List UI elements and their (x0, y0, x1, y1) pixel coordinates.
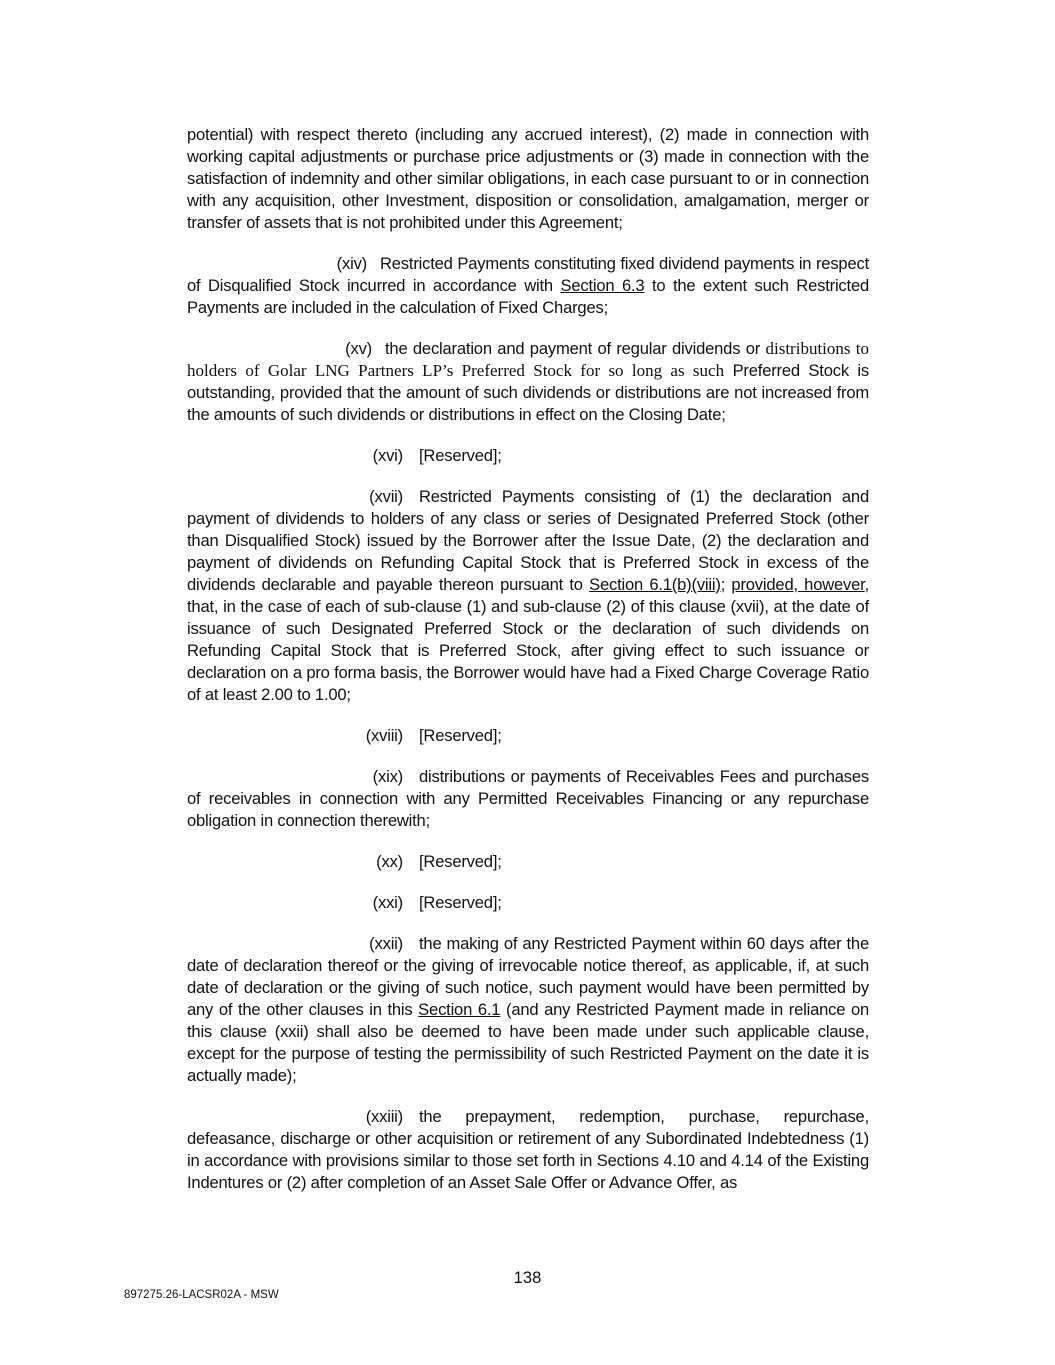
paragraph-text: potential) with respect thereto (including any accrued interest), (2) made in connection with working capital adjustments or purchase price adjustments or (3) made in connection with the satisfaction of indemnity and other similar obligations, in each case pursuant to or in connection with any acquisition, other Investment, disposition or consolidation, amalgamation, merger or transfer of assets that is not prohibited under this Agreement; (187, 125, 869, 232)
clause-number: (xxiii) (365, 1107, 403, 1126)
clause-xx (187, 851, 869, 873)
section-reference-link[interactable]: Section 6.3 (560, 276, 645, 295)
clause-xviii (187, 725, 869, 747)
clause-number: (xxii) (369, 934, 403, 953)
provided-however: provided, however (731, 575, 865, 594)
page-number: 138 (513, 1268, 542, 1287)
clause-text: Preferred Stock is outstanding, provided that the amount of such dividends or distributions are not increased from the amounts of such dividends or distributions in effect on the Closing Date; (187, 361, 869, 424)
clause-text: the prepayment, redemption, purchase, repurchase, defeasance, discharge or other acquisition or retirement of any Subordinated Indebtedness (1) in accordance with provisions similar to those set forth in Sections 4.10 and 4.14 of the Existing Indentures or (2) after completion of an Asset Sale Offer or Advance Offer, as (187, 1107, 869, 1192)
clause-number: (xx) (376, 852, 403, 871)
clause-text: the declaration and payment of regular dividends or (385, 339, 766, 358)
clause-number: (xviii) (365, 726, 403, 745)
document-body (187, 124, 869, 1213)
clause-text: the making of any Restricted Payment within 60 days after the date of declaration thereof or the giving of irrevocable notice thereof, as applicable, if, at such date of declaration or the giving of such notice, such payment would have been permitted by any of the other clauses in this (187, 934, 869, 1019)
clause-text: [Reserved]; (419, 893, 502, 912)
clause-xix (187, 766, 869, 832)
clause-xxi (187, 892, 869, 914)
clause-text: to the extent such Restricted Payments are included in the calculation of Fixed Charges; (187, 276, 869, 317)
clause-number: (xiv) (336, 254, 367, 273)
clause-xxiii (187, 1106, 869, 1194)
document-id-footer: 897275.26-LACSR02A - MSW (124, 1289, 279, 1301)
clause-text: [Reserved]; (419, 852, 502, 871)
clause-text: [Reserved]; (419, 726, 502, 745)
clause-text: , that, in the case of each of sub-clause (1) and sub-clause (2) of this clause (xvii), at the date of issuance of such Designated Preferred Stock or the declaration of such dividends on Refunding Capital Stock that is Preferred Stock, after giving effect to such issuance or declaration on a pro forma basis, the Borrower would have had a Fixed Charge Coverage Ratio of at least 2.00 to 1.00; (187, 575, 870, 704)
separator: ; (720, 575, 732, 594)
clause-number: (xvi) (372, 446, 403, 465)
clause-text: Restricted Payments constituting fixed dividend payments in respect of Disqualified Stock incurred in accordance with (187, 254, 869, 295)
clause-text-serif: distributions to holders of Golar LNG Partners LP’s Preferred Stock for so long as such (187, 339, 869, 380)
clause-number: (xxi) (372, 893, 403, 912)
section-reference-link[interactable]: Section 6.1(b)(viii) (589, 575, 721, 594)
clause-number: (xix) (372, 767, 403, 786)
section-reference-link[interactable]: Section 6.1 (418, 1000, 501, 1019)
clause-text: (and any Restricted Payment made in reliance on this clause (xxii) shall also be deemed to have been made under such applicable clause, except for the purpose of testing the permissibility of such Restricted Payment on the date it is actually made); (187, 1000, 870, 1085)
clause-xiv (187, 253, 869, 319)
clause-number: (xvii) (369, 487, 403, 506)
clause-text: Restricted Payments consisting of (1) the declaration and payment of dividends to holders of any class or series of Designated Preferred Stock (other than Disqualified Stock) issued by the Borrower after the Issue Date, (2) the declaration and payment of dividends on Refunding Capital Stock that is Preferred Stock in excess of the dividends declarable and payable thereon pursuant to (187, 487, 869, 594)
clause-xxii (187, 933, 869, 1087)
clause-xvi (187, 445, 869, 467)
paragraph-continuation (187, 124, 869, 234)
clause-number: (xv) (345, 339, 372, 358)
clause-text: distributions or payments of Receivables Fees and purchases of receivables in connection with any Permitted Receivables Financing or any repurchase obligation in connection therewith; (187, 767, 869, 830)
clause-xv (187, 338, 869, 426)
clause-xvii (187, 486, 869, 706)
clause-text: [Reserved]; (419, 446, 502, 465)
